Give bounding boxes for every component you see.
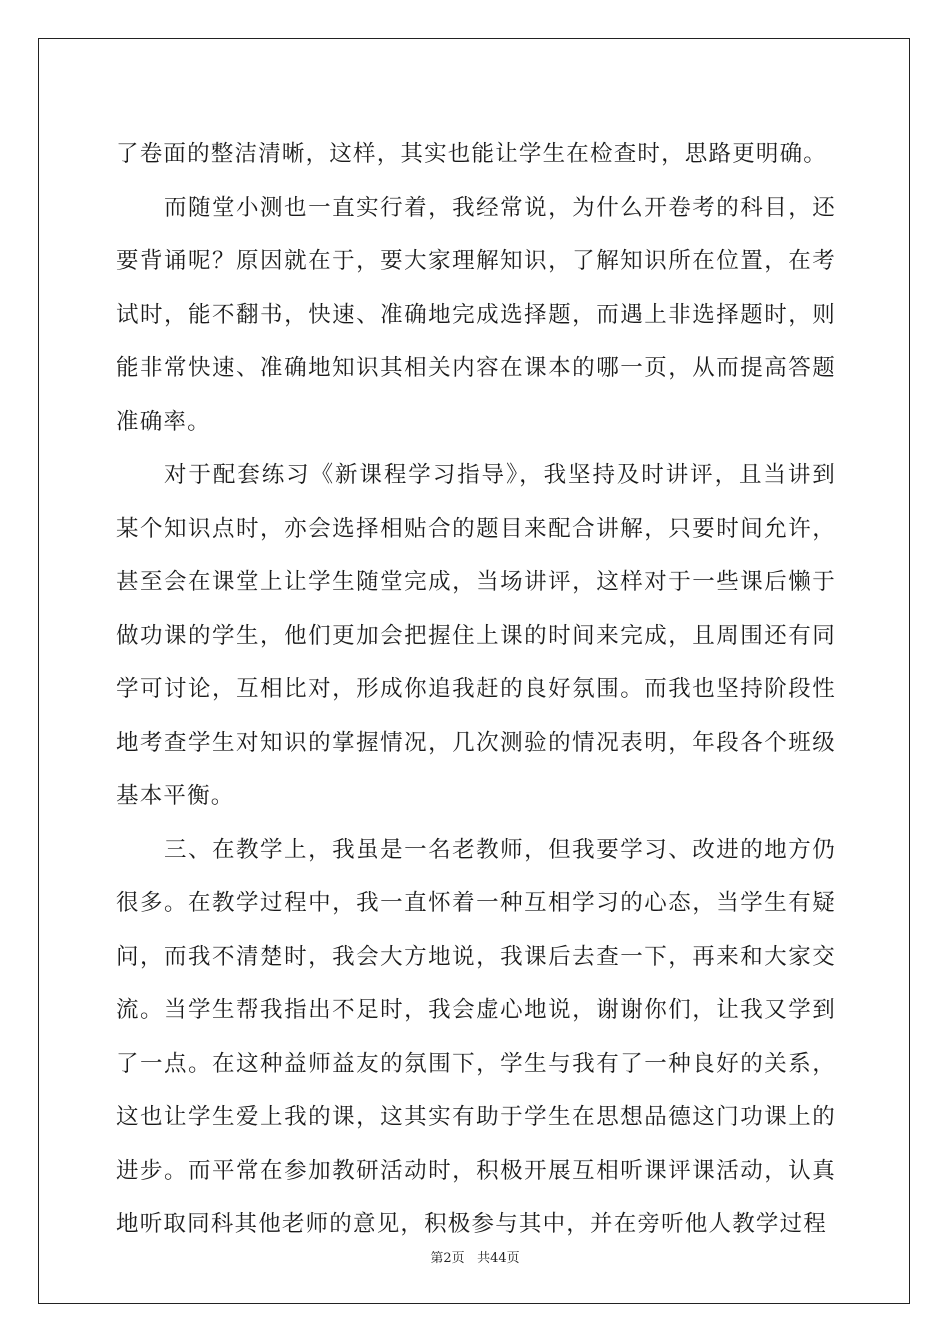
paragraph-quiz: 而随堂小测也一直实行着，我经常说，为什么开卷考的科目，还要背诵呢？原因就在于，要大家理解知识，了解知识所在位置，在考试时，能不翻书，快速、准确地完成选择题，而遇上非选择题时，则能非常快速、准确地知识其相关内容在课本的哪一页，从而提高答题准确率。 xyxy=(116,194,836,435)
page-footer xyxy=(0,1247,950,1266)
paragraph-teaching: 三、在教学上，我虽是一名老教师，但我要学习、改进的地方仍很多。在教学过程中，我一直怀着一种互相学习的心态，当学生有疑问，而我不清楚时，我会大方地说，我课后去查一下，再来和大家交流。当学生帮我指出不足时，我会虚心地说，谢谢你们，让我又学到了一点。在这种益师益友的氛围下，学生与我有了一种良好的关系，这也让学生爱上我的课，这其实有助于学生在思想品德这门功课上的进步。而平常在参加教研活动时，积极开展互相听课评课活动，认真地听取同科其他老师的意见，积极参与其中，并在旁听他人教学过程 xyxy=(116,836,836,1237)
paragraph-exercises: 对于配套练习《新课程学习指导》，我坚持及时讲评，且当讲到某个知识点时，亦会选择相贴合的题目来配合讲解，只要时间允许，甚至会在课堂上让学生随堂完成，当场讲评，这样对于一些课后懒于做功课的学生，他们更加会把握住上课的时间来完成，且周围还有同学可讨论，互相比对，形成你追我赶的良好氛围。而我也坚持阶段性地考查学生对知识的掌握情况，几次测验的情况表明，年段各个班级基本平衡。 xyxy=(116,462,836,809)
paragraph-continuation: 了卷面的整洁清晰，这样，其实也能让学生在检查时，思路更明确。 xyxy=(116,141,828,167)
document-body xyxy=(116,128,836,1252)
page-number: 第2页 xyxy=(430,1251,465,1266)
page-total: 共44页 xyxy=(477,1251,520,1266)
